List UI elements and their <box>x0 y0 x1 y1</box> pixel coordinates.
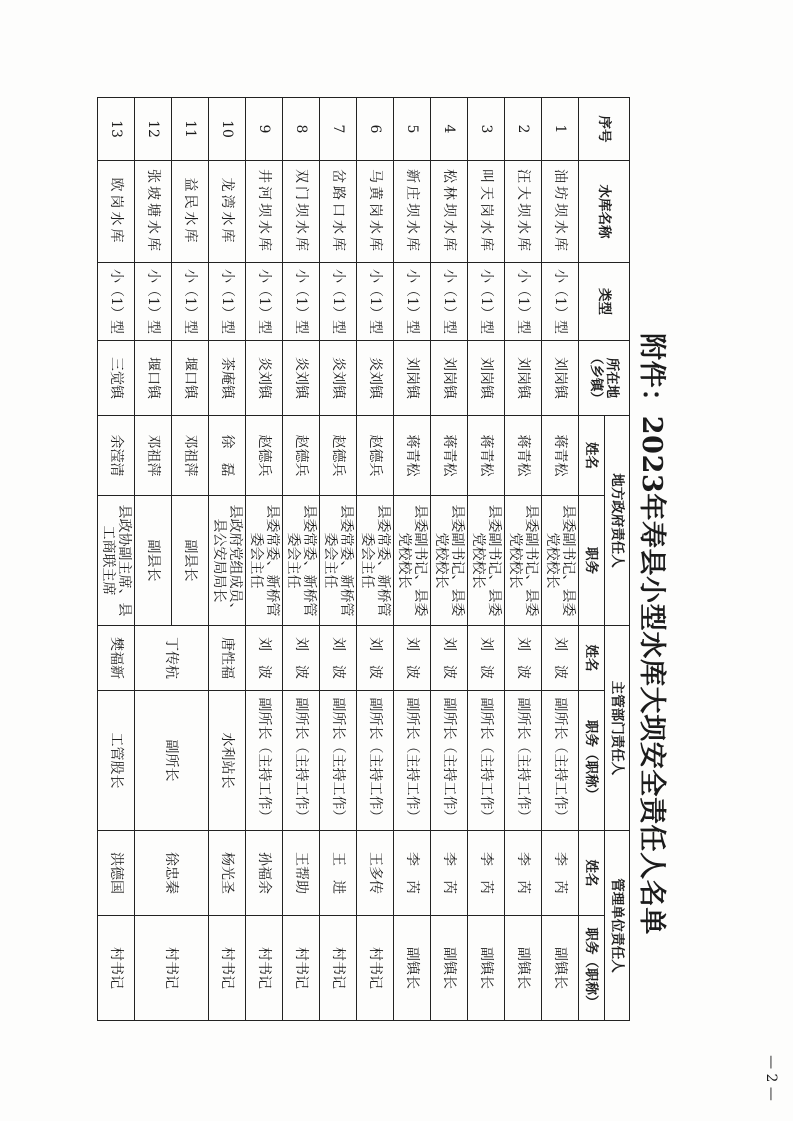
cell-type: 小（1）型 <box>357 263 394 341</box>
cell-gov-name: 赵德兵 <box>320 416 357 496</box>
cell-gov-name: 赵德兵 <box>246 416 283 496</box>
header-dept-post: 职务（职称） <box>579 691 605 831</box>
header-dept-name: 姓名 <box>579 626 605 691</box>
cell-unit-name: 洪德国 <box>98 831 135 916</box>
cell-unit-post: 副镇长 <box>394 916 431 1021</box>
cell-dept-name: 刘 波 <box>431 626 468 691</box>
cell-type: 小（1）型 <box>246 263 283 341</box>
cell-unit-name: 王 进 <box>320 831 357 916</box>
cell-index: 13 <box>98 98 135 161</box>
table-row <box>542 98 579 1021</box>
cell-gov-name: 余滢清 <box>98 416 135 496</box>
cell-town: 堰口镇 <box>172 341 209 416</box>
cell-unit-post: 副镇长 <box>431 916 468 1021</box>
cell-dept-name: 刘 波 <box>357 626 394 691</box>
cell-unit-post: 村书记 <box>209 916 246 1021</box>
cell-gov-post: 县委常委、新桥管委会主任 <box>357 496 394 626</box>
cell-reservoir-name: 龙湾水库 <box>209 161 246 263</box>
cell-gov-name: 徐 磊 <box>209 416 246 496</box>
cell-type: 小（1）型 <box>209 263 246 341</box>
cell-reservoir-name: 新庄坝水库 <box>394 161 431 263</box>
cell-gov-name: 邓祖萍 <box>135 416 172 496</box>
cell-dept-name: 刘 波 <box>320 626 357 691</box>
cell-type: 小（1）型 <box>320 263 357 341</box>
cell-town: 堰口镇 <box>135 341 172 416</box>
cell-index: 5 <box>394 98 431 161</box>
cell-reservoir-name: 益民水库 <box>172 161 209 263</box>
header-gov-name: 姓名 <box>579 416 605 496</box>
cell-reservoir-name: 汪大坝水库 <box>505 161 542 263</box>
cell-town: 三觉镇 <box>98 341 135 416</box>
cell-index: 7 <box>320 98 357 161</box>
cell-dept-name: 唐性福 <box>209 626 246 691</box>
cell-unit-name: 李 芮 <box>394 831 431 916</box>
header-management-unit: 管理单位责任人 <box>605 831 630 1021</box>
header-reservoir-name: 水库名称 <box>579 161 630 263</box>
cell-unit-name: 王帮助 <box>283 831 320 916</box>
cell-dept-post: 副所长（主持工作） <box>468 691 505 831</box>
page-number: — 2 — <box>763 1055 779 1101</box>
cell-index: 11 <box>172 98 209 161</box>
cell-unit-post: 村书记 <box>246 916 283 1021</box>
cell-unit-name: 李 芮 <box>431 831 468 916</box>
header-unit-name: 姓名 <box>579 831 605 916</box>
cell-type: 小（1）型 <box>505 263 542 341</box>
header-local-government: 地方政府责任人 <box>605 416 630 626</box>
cell-unit-post: 副镇长 <box>542 916 579 1021</box>
cell-gov-post: 县委副书记、县委党校校长 <box>505 496 542 626</box>
cell-gov-post: 县委副书记、县委党校校长 <box>468 496 505 626</box>
cell-reservoir-name: 井河坝水库 <box>246 161 283 263</box>
cell-index: 12 <box>135 98 172 161</box>
cell-dept-name: 刘 波 <box>542 626 579 691</box>
cell-gov-post: 县委常委、新桥管委会主任 <box>320 496 357 626</box>
cell-dept-post: 副所长（主持工作） <box>246 691 283 831</box>
cell-unit-post: 村书记 <box>320 916 357 1021</box>
cell-dept-post: 水利站长 <box>209 691 246 831</box>
cell-dept-post: 工管股长 <box>98 691 135 831</box>
table-row <box>357 98 394 1021</box>
table-row <box>283 98 320 1021</box>
header-gov-post: 职务 <box>579 496 605 626</box>
cell-reservoir-name: 张坡塘水库 <box>135 161 172 263</box>
cell-gov-name: 赵德兵 <box>357 416 394 496</box>
cell-type: 小（1）型 <box>542 263 579 341</box>
cell-dept-name: 刘 波 <box>505 626 542 691</box>
cell-dept-post: 副所长（主持工作） <box>431 691 468 831</box>
cell-index: 3 <box>468 98 505 161</box>
cell-reservoir-name: 松林坝水库 <box>431 161 468 263</box>
cell-town: 炎刘镇 <box>320 341 357 416</box>
cell-unit-name: 李 芮 <box>468 831 505 916</box>
table-row <box>209 98 246 1021</box>
cell-town: 刘岗镇 <box>542 341 579 416</box>
cell-gov-name: 蒋青松 <box>468 416 505 496</box>
table-row <box>246 98 283 1021</box>
cell-dept-name: 刘 波 <box>468 626 505 691</box>
cell-town: 炎刘镇 <box>246 341 283 416</box>
table-row <box>320 98 357 1021</box>
cell-unit-name: 李 芮 <box>542 831 579 916</box>
table-row <box>431 98 468 1021</box>
cell-dept-post: 副所长（主持工作） <box>320 691 357 831</box>
table-row <box>468 98 505 1021</box>
cell-unit-post: 村书记 <box>283 916 320 1021</box>
cell-unit-name: 孙福余 <box>246 831 283 916</box>
cell-index: 10 <box>209 98 246 161</box>
cell-reservoir-name: 双门坝水库 <box>283 161 320 263</box>
cell-index: 8 <box>283 98 320 161</box>
cell-unit-post: 村书记 <box>98 916 135 1021</box>
cell-unit-post: 村书记 <box>135 916 209 1021</box>
cell-gov-post: 县委常委、新桥管委会主任 <box>246 496 283 626</box>
cell-gov-name: 蒋青松 <box>394 416 431 496</box>
cell-gov-name: 邓祖萍 <box>172 416 209 496</box>
header-location: 所在地（乡镇） <box>579 341 630 416</box>
header-unit-post: 职务（职称） <box>579 916 605 1021</box>
cell-reservoir-name: 欧岗水库 <box>98 161 135 263</box>
table-row <box>172 98 209 1021</box>
cell-type: 小（1）型 <box>283 263 320 341</box>
cell-gov-post: 县委副书记、县委党校校长 <box>431 496 468 626</box>
cell-gov-name: 蒋青松 <box>505 416 542 496</box>
cell-gov-name: 赵德兵 <box>283 416 320 496</box>
cell-town: 刘岗镇 <box>468 341 505 416</box>
cell-dept-name: 刘 波 <box>246 626 283 691</box>
cell-gov-post: 县政府党组成员、县公安局局长 <box>209 496 246 626</box>
cell-dept-post: 副所长（主持工作） <box>394 691 431 831</box>
cell-type: 小（1）型 <box>394 263 431 341</box>
cell-type: 小（1）型 <box>468 263 505 341</box>
cell-index: 2 <box>505 98 542 161</box>
cell-unit-post: 副镇长 <box>468 916 505 1021</box>
cell-index: 6 <box>357 98 394 161</box>
cell-dept-post: 副所长（主持工作） <box>283 691 320 831</box>
header-department: 主管部门责任人 <box>605 626 630 831</box>
cell-gov-post: 县委副书记、县委党校校长 <box>394 496 431 626</box>
header-index: 序号 <box>579 98 630 161</box>
cell-dept-name: 刘 波 <box>394 626 431 691</box>
page-title: 附件：2023年寿县小型水库大坝安全责任人名单 <box>636 333 667 935</box>
cell-unit-name: 徐忠秦 <box>135 831 209 916</box>
cell-index: 9 <box>246 98 283 161</box>
cell-index: 4 <box>431 98 468 161</box>
cell-unit-name: 王多传 <box>357 831 394 916</box>
cell-type: 小（1）型 <box>431 263 468 341</box>
cell-type: 小（1）型 <box>135 263 172 341</box>
cell-dept-name: 樊福新 <box>98 626 135 691</box>
responsibility-roster-table <box>97 97 630 1021</box>
table-row <box>394 98 431 1021</box>
cell-town: 茶庵镇 <box>209 341 246 416</box>
cell-dept-name: 丁传杭 <box>135 626 209 691</box>
cell-town: 炎刘镇 <box>357 341 394 416</box>
cell-town: 炎刘镇 <box>283 341 320 416</box>
cell-type: 小（1）型 <box>172 263 209 341</box>
cell-unit-name: 杨光圣 <box>209 831 246 916</box>
cell-town: 刘岗镇 <box>505 341 542 416</box>
cell-reservoir-name: 岔路口水库 <box>320 161 357 263</box>
cell-dept-post: 副所长（主持工作） <box>542 691 579 831</box>
cell-reservoir-name: 叫天岗水库 <box>468 161 505 263</box>
table-row <box>98 98 135 1021</box>
cell-gov-post: 副县长 <box>135 496 172 626</box>
cell-gov-post: 副县长 <box>172 496 209 626</box>
cell-index: 1 <box>542 98 579 161</box>
cell-gov-post: 县委副书记、县委党校校长 <box>542 496 579 626</box>
cell-reservoir-name: 油坊坝水库 <box>542 161 579 263</box>
cell-unit-name: 李 芮 <box>505 831 542 916</box>
cell-dept-post: 副所长（主持工作） <box>505 691 542 831</box>
header-type: 类型 <box>579 263 630 341</box>
cell-type: 小（1）型 <box>98 263 135 341</box>
header-row-group <box>605 98 630 1021</box>
cell-reservoir-name: 马黄岗水库 <box>357 161 394 263</box>
cell-gov-post: 县委常委、新桥管委会主任 <box>283 496 320 626</box>
cell-dept-post: 副所长（主持工作） <box>357 691 394 831</box>
cell-dept-name: 刘 波 <box>283 626 320 691</box>
cell-dept-post: 副所长 <box>135 691 209 831</box>
cell-gov-post: 县政协副主席、县工商联主席 <box>98 496 135 626</box>
table-row <box>505 98 542 1021</box>
cell-town: 刘岗镇 <box>394 341 431 416</box>
cell-unit-post: 副镇长 <box>505 916 542 1021</box>
cell-gov-name: 蒋青松 <box>431 416 468 496</box>
cell-gov-name: 蒋青松 <box>542 416 579 496</box>
cell-unit-post: 村书记 <box>357 916 394 1021</box>
cell-town: 刘岗镇 <box>431 341 468 416</box>
